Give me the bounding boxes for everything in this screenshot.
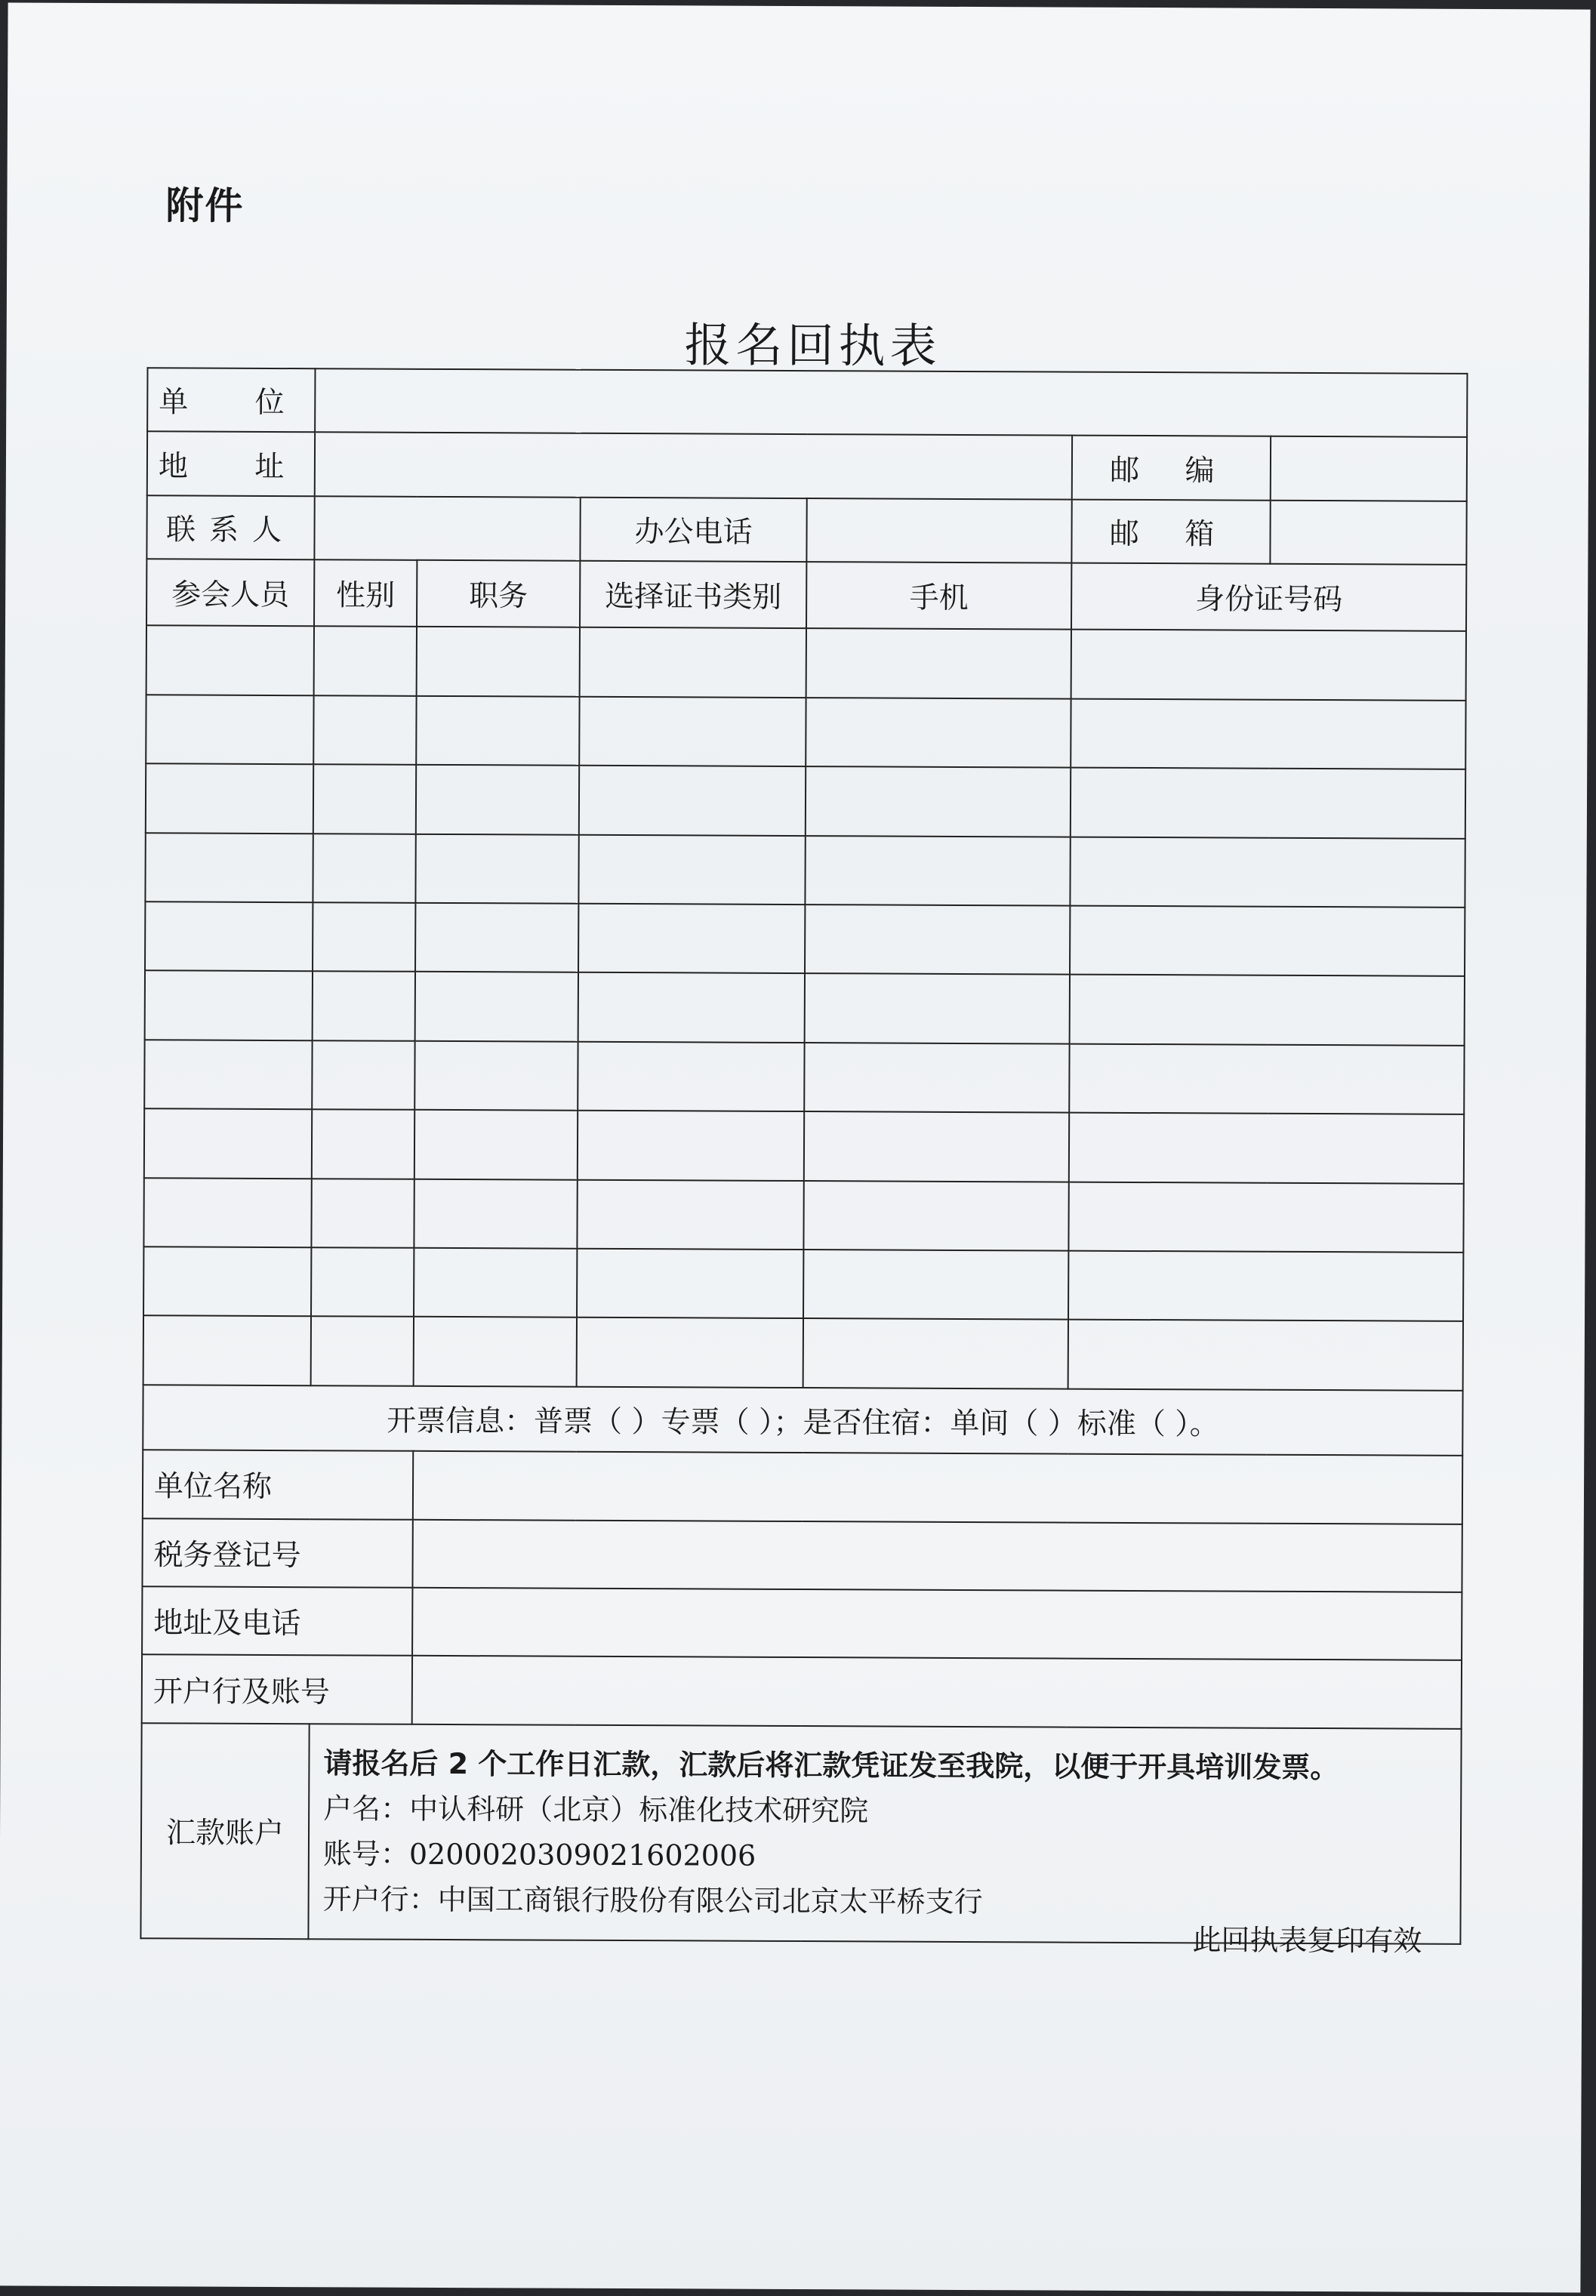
attendee-attendee-cell[interactable] bbox=[145, 971, 313, 1040]
attendee-id-number-cell[interactable] bbox=[1070, 837, 1465, 908]
attendee-attendee-cell[interactable] bbox=[145, 833, 313, 902]
paper-sheet bbox=[0, 2, 1591, 2292]
attendee-row bbox=[145, 971, 1465, 1046]
postcode-field[interactable] bbox=[1271, 436, 1467, 501]
attendee-row bbox=[146, 763, 1465, 838]
col-header-gender: 性别 bbox=[314, 559, 417, 627]
attendee-attendee-cell[interactable] bbox=[144, 1108, 312, 1178]
col-header-mobile: 手机 bbox=[806, 562, 1071, 630]
attendee-gender-cell[interactable] bbox=[313, 764, 416, 834]
attendee-position-cell[interactable] bbox=[415, 903, 578, 972]
tax-id-field[interactable] bbox=[412, 1519, 1462, 1592]
attendee-row bbox=[143, 1247, 1463, 1321]
tax-id-label: 税务登记号 bbox=[142, 1518, 412, 1588]
attendee-gender-cell[interactable] bbox=[313, 972, 415, 1041]
attendee-row bbox=[145, 833, 1465, 908]
attendee-position-cell[interactable] bbox=[416, 696, 579, 766]
attendee-position-cell[interactable] bbox=[417, 627, 580, 696]
col-header-attendee: 参会人员 bbox=[146, 559, 314, 626]
attendee-gender-cell[interactable] bbox=[312, 1109, 414, 1179]
company-name-field[interactable] bbox=[413, 1451, 1462, 1524]
attendee-cert-type-cell[interactable] bbox=[578, 1111, 804, 1181]
attendee-cert-type-cell[interactable] bbox=[578, 834, 805, 905]
attendee-row bbox=[146, 695, 1465, 769]
attendee-mobile-cell[interactable] bbox=[804, 1111, 1069, 1182]
postcode-label: 邮 编 bbox=[1072, 436, 1271, 501]
unit-label: 单 位 bbox=[147, 368, 315, 432]
attendee-mobile-cell[interactable] bbox=[803, 1181, 1068, 1251]
page-title: 报名回执表 bbox=[684, 317, 941, 374]
attendee-attendee-cell[interactable] bbox=[146, 626, 314, 695]
attendee-gender-cell[interactable] bbox=[312, 1040, 414, 1110]
attendee-mobile-cell[interactable] bbox=[804, 1043, 1069, 1113]
remittance-account-name: 户名：中认科研（北京）标准化技术研究院 bbox=[323, 1792, 869, 1828]
attendee-attendee-cell[interactable] bbox=[145, 901, 313, 971]
attendee-mobile-cell[interactable] bbox=[806, 698, 1071, 768]
attendee-id-number-cell[interactable] bbox=[1071, 698, 1465, 769]
attendee-position-cell[interactable] bbox=[415, 972, 578, 1041]
attendee-attendee-cell[interactable] bbox=[143, 1247, 311, 1316]
attendee-gender-cell[interactable] bbox=[313, 834, 415, 903]
attendee-id-number-cell[interactable] bbox=[1071, 630, 1466, 701]
email-label: 邮 箱 bbox=[1071, 499, 1270, 564]
address-phone-label: 地址及电话 bbox=[142, 1586, 412, 1656]
attendee-cert-type-cell[interactable] bbox=[579, 697, 806, 767]
col-header-id-number: 身份证号码 bbox=[1071, 563, 1466, 632]
attendee-cert-type-cell[interactable] bbox=[577, 1318, 803, 1388]
attendee-position-cell[interactable] bbox=[414, 1110, 578, 1179]
attendee-attendee-cell[interactable] bbox=[143, 1178, 311, 1247]
attendee-mobile-cell[interactable] bbox=[803, 1250, 1068, 1320]
attendee-mobile-cell[interactable] bbox=[805, 836, 1070, 906]
col-header-position: 职务 bbox=[417, 560, 580, 627]
attendee-id-number-cell[interactable] bbox=[1068, 1182, 1463, 1253]
footer-note: 此回执表复印有效 bbox=[1192, 1923, 1422, 1958]
attendee-mobile-cell[interactable] bbox=[806, 629, 1071, 699]
attendee-position-cell[interactable] bbox=[414, 1248, 577, 1318]
attendee-mobile-cell[interactable] bbox=[805, 905, 1070, 975]
office-phone-label: 办公电话 bbox=[580, 497, 806, 562]
attendee-id-number-cell[interactable] bbox=[1069, 1043, 1464, 1114]
attendee-rows bbox=[143, 626, 1466, 1391]
bank-account-label: 开户行及账号 bbox=[142, 1655, 412, 1724]
attendee-id-number-cell[interactable] bbox=[1070, 975, 1465, 1046]
attendee-cert-type-cell[interactable] bbox=[578, 972, 805, 1043]
attendee-cert-type-cell[interactable] bbox=[577, 1249, 803, 1319]
attendee-row bbox=[143, 1178, 1463, 1253]
attendee-row bbox=[143, 1316, 1463, 1391]
attendee-id-number-cell[interactable] bbox=[1068, 1251, 1463, 1322]
attendee-attendee-cell[interactable] bbox=[146, 695, 313, 764]
attendee-row bbox=[144, 1108, 1464, 1183]
remittance-notice: 请报名后 2 个工作日汇款，汇款后将汇款凭证发至我院，以便于开具培训发票。 bbox=[323, 1746, 1339, 1785]
attendee-cert-type-cell[interactable] bbox=[580, 627, 806, 698]
attendee-id-number-cell[interactable] bbox=[1069, 1113, 1464, 1184]
attendee-cert-type-cell[interactable] bbox=[579, 766, 806, 836]
attendee-id-number-cell[interactable] bbox=[1071, 768, 1465, 839]
company-name-label: 单位名称 bbox=[143, 1450, 413, 1519]
attendee-id-number-cell[interactable] bbox=[1070, 906, 1465, 977]
address-phone-field[interactable] bbox=[412, 1588, 1462, 1660]
invoice-info-line[interactable]: 开票信息：普票（ ）专票（ ）；是否住宿：单间（ ）标准（ ）。 bbox=[143, 1385, 1462, 1456]
attendee-cert-type-cell[interactable] bbox=[577, 1179, 803, 1250]
attendee-position-cell[interactable] bbox=[416, 765, 579, 834]
remittance-label: 汇款账户 bbox=[140, 1723, 309, 1939]
attendee-mobile-cell[interactable] bbox=[806, 766, 1071, 837]
attendee-position-cell[interactable] bbox=[415, 834, 578, 903]
attendee-cert-type-cell[interactable] bbox=[578, 1042, 804, 1112]
email-field[interactable] bbox=[1270, 500, 1466, 564]
attendee-attendee-cell[interactable] bbox=[143, 1316, 311, 1385]
contact-label: 联系人 bbox=[146, 495, 314, 559]
attendee-gender-cell[interactable] bbox=[314, 627, 417, 696]
attendee-position-cell[interactable] bbox=[414, 1317, 577, 1386]
attendee-attendee-cell[interactable] bbox=[144, 1040, 312, 1109]
attendee-gender-cell[interactable] bbox=[313, 695, 416, 765]
address-label: 地 址 bbox=[147, 432, 315, 496]
attendee-position-cell[interactable] bbox=[414, 1041, 578, 1111]
attachment-label: 附件 bbox=[165, 183, 245, 228]
contact-field[interactable] bbox=[314, 496, 580, 561]
attendee-mobile-cell[interactable] bbox=[803, 1318, 1068, 1388]
attendee-row bbox=[146, 626, 1466, 701]
col-header-cert-type: 选择证书类别 bbox=[580, 561, 806, 629]
attendee-position-cell[interactable] bbox=[414, 1179, 577, 1248]
attendee-cert-type-cell[interactable] bbox=[578, 904, 805, 974]
attendee-gender-cell[interactable] bbox=[313, 902, 415, 972]
bank-account-field[interactable] bbox=[412, 1656, 1462, 1728]
remittance-bank: 开户行：中国工商银行股份有限公司北京太平桥支行 bbox=[322, 1882, 983, 1919]
attendee-row bbox=[145, 901, 1465, 976]
attendee-gender-cell[interactable] bbox=[311, 1179, 414, 1248]
attendee-id-number-cell[interactable] bbox=[1068, 1320, 1463, 1391]
attendee-attendee-cell[interactable] bbox=[146, 763, 313, 833]
address-field[interactable] bbox=[315, 433, 1072, 500]
office-phone-field[interactable] bbox=[806, 498, 1071, 563]
attendee-gender-cell[interactable] bbox=[311, 1317, 414, 1386]
attendee-mobile-cell[interactable] bbox=[805, 973, 1070, 1043]
unit-field[interactable] bbox=[315, 368, 1467, 437]
registration-form-table bbox=[140, 367, 1468, 1945]
attendee-gender-cell[interactable] bbox=[311, 1247, 414, 1317]
remittance-details bbox=[308, 1724, 1461, 1944]
remittance-account-number: 账号：0200020309021602006 bbox=[322, 1837, 756, 1873]
attendee-row bbox=[144, 1040, 1464, 1114]
